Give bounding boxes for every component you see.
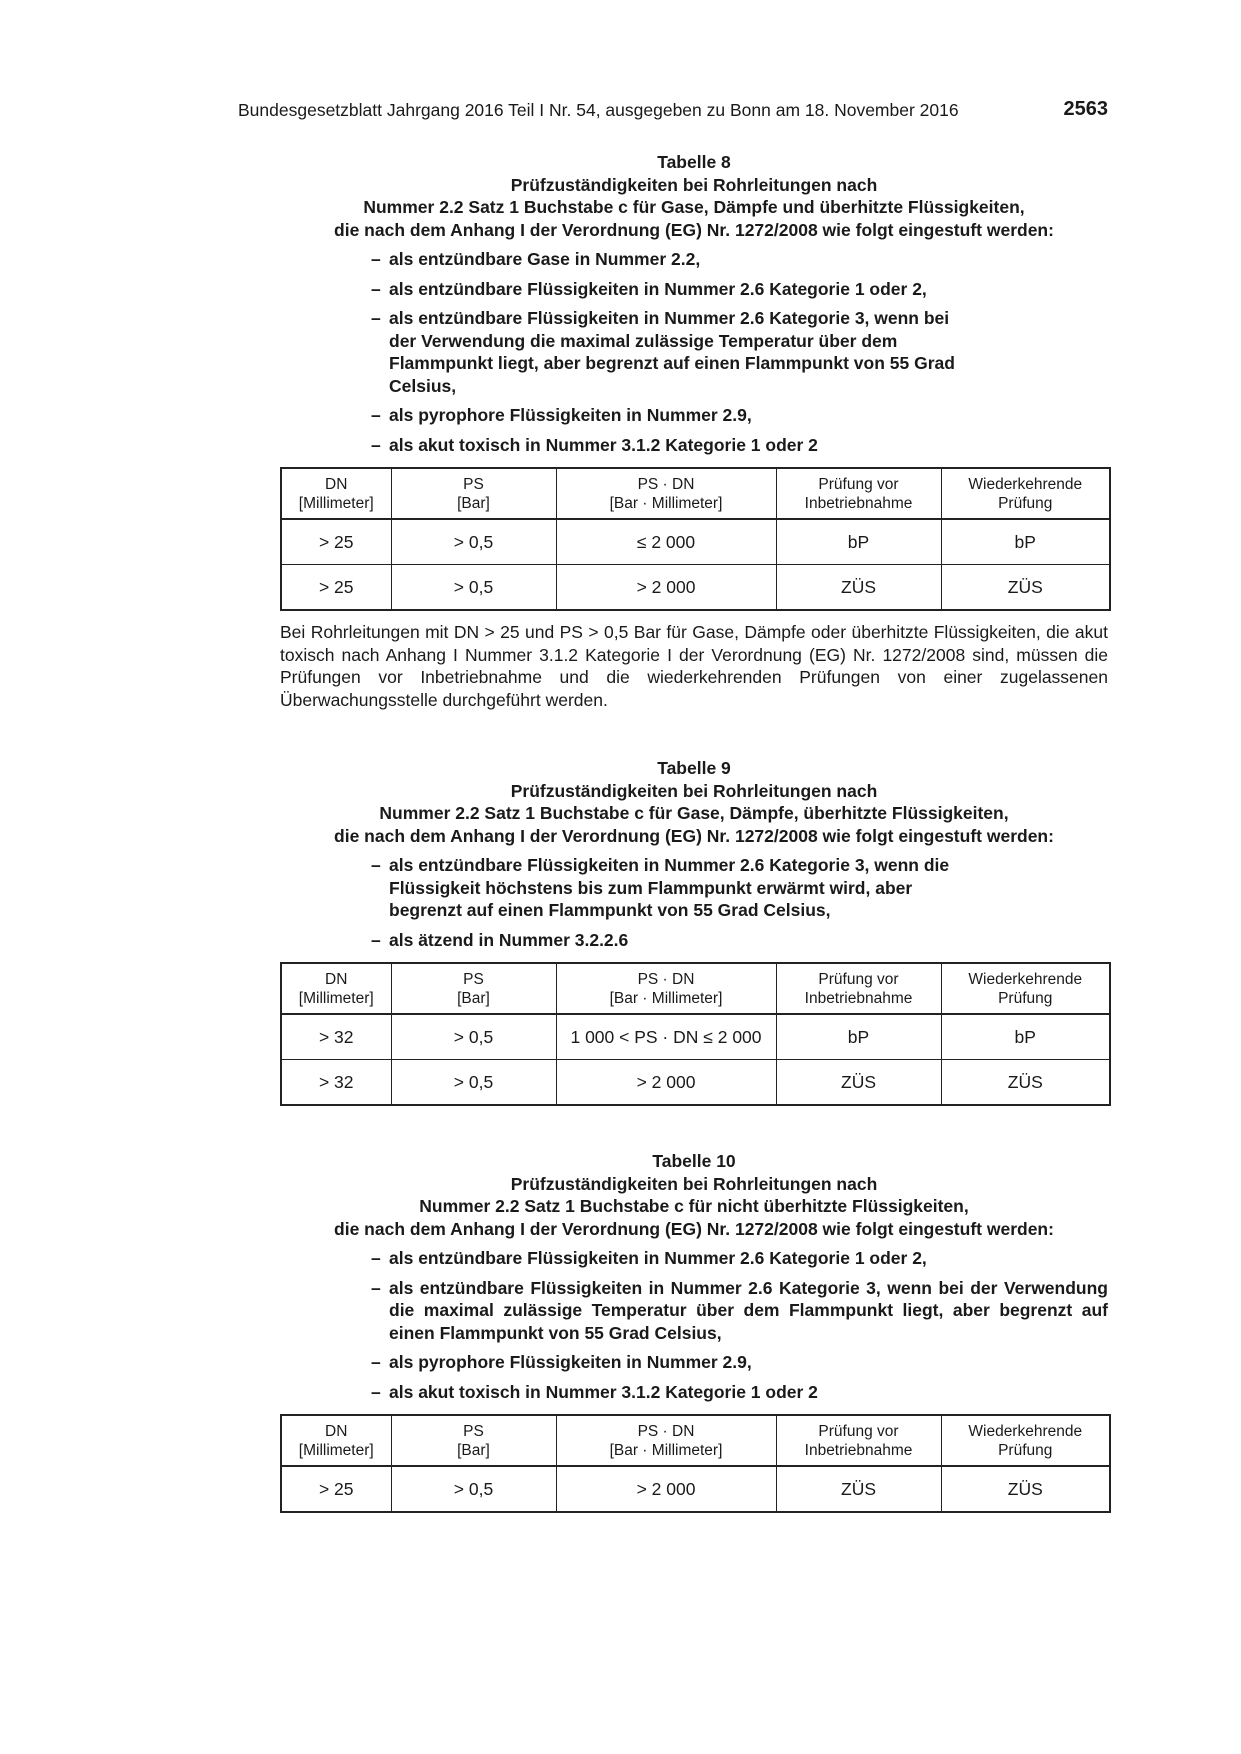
table-8 [280, 467, 1111, 611]
table-9-section [280, 757, 1108, 1106]
criteria-item: – als pyrophore Flüssigkeiten in Nummer 2.9, [371, 1351, 1108, 1374]
cell-ps: > 0,5 [391, 1466, 556, 1512]
table-10-title-line: die nach dem Anhang I der Verordnung (EG) Nr. 1272/2008 wie folgt eingestuft werden: [334, 1218, 1054, 1239]
cell-dn: > 25 [281, 1466, 391, 1512]
cell-wiederkehrend: bP [941, 1014, 1110, 1060]
cell-dn: > 32 [281, 1060, 391, 1106]
table-9-criteria [280, 854, 971, 951]
column-header-ps-dn: PS · DN [Bar · Millimeter] [556, 1415, 776, 1466]
table-row [281, 565, 1110, 611]
table-row [281, 1060, 1110, 1106]
cell-pruefung-vor: ZÜS [776, 565, 941, 611]
table-10 [280, 1414, 1111, 1513]
table-9-title: Prüfzuständigkeiten bei Rohrleitungen nach [510, 780, 878, 801]
criteria-item: – als entzündbare Flüssigkeiten in Nummer 2.6 Kategorie 3, wenn bei der Verwendung die maximal zulässige Temperatur über dem Flammpunkt liegt, aber begrenzt auf einen Flammpunkt von 55 Grad Celsius, [371, 1277, 1108, 1345]
cell-ps-dn: > 2 000 [556, 565, 776, 611]
running-title: Bundesgesetzblatt Jahrgang 2016 Teil I Nr. 54, ausgegeben zu Bonn am 18. November 2016 [238, 100, 959, 120]
table-row [281, 1466, 1110, 1512]
column-header-wiederkehrende-pruefung: Wiederkehrende Prüfung [941, 468, 1110, 519]
criteria-item: – als entzündbare Gase in Nummer 2.2, [371, 248, 986, 271]
table-8-note: Bei Rohrleitungen mit DN > 25 und PS > 0,5 Bar für Gase, Dämpfe oder überhitzte Flüssigkeiten, die akut toxisch nach Anhang I Nummer 3.1.2 Kategorie I der Verordnung (EG) Nr. 1272/2008 sind, müssen die Prüfungen vor Inbetriebnahme und die wiederkehrenden Prüfungen von einer zugelassenen Überwachungsstelle durchgeführt werden. [280, 622, 1108, 710]
criteria-item: – als pyrophore Flüssigkeiten in Nummer 2.9, [371, 404, 986, 427]
column-header-ps: PS [Bar] [391, 963, 556, 1014]
column-header-ps-dn: PS · DN [Bar · Millimeter] [556, 963, 776, 1014]
cell-wiederkehrend: ZÜS [941, 1466, 1110, 1512]
running-head [238, 100, 1108, 124]
cell-pruefung-vor: bP [776, 519, 941, 565]
cell-ps: > 0,5 [391, 1014, 556, 1060]
criteria-item: – als entzündbare Flüssigkeiten in Nummer 2.6 Kategorie 3, wenn bei der Verwendung die maximal zulässige Temperatur über dem Flammpunkt liegt, aber begrenzt auf einen Flammpunkt von 55 Grad Celsius, [371, 307, 979, 397]
table-9-title-line: Nummer 2.2 Satz 1 Buchstabe c für Gase, Dämpfe, überhitzte Flüssigkeiten, [379, 803, 1009, 823]
column-header-ps: PS [Bar] [391, 1415, 556, 1466]
cell-pruefung-vor: ZÜS [776, 1060, 941, 1106]
table-10-section [280, 1150, 1108, 1513]
table-8-number: Tabelle 8 [657, 152, 731, 172]
cell-pruefung-vor: ZÜS [776, 1466, 941, 1512]
table-8-caption [280, 151, 1108, 241]
page-number: 2563 [1063, 98, 1108, 120]
criteria-item: – als ätzend in Nummer 3.2.2.6 [371, 929, 971, 952]
table-10-title: Prüfzuständigkeiten bei Rohrleitungen nach [510, 1173, 878, 1194]
table-8-criteria [280, 248, 986, 456]
table-header-row [281, 963, 1110, 1014]
table-header-row [281, 1415, 1110, 1466]
cell-wiederkehrend: bP [941, 519, 1110, 565]
column-header-pruefung-vor-inbetriebnahme: Prüfung vor Inbetriebnahme [776, 1415, 941, 1466]
column-header-ps-dn: PS · DN [Bar · Millimeter] [556, 468, 776, 519]
table-8-title-line: Nummer 2.2 Satz 1 Buchstabe c für Gase, Dämpfe und überhitzte Flüssigkeiten, [363, 197, 1025, 217]
column-header-dn: DN [Millimeter] [281, 963, 391, 1014]
column-header-pruefung-vor-inbetriebnahme: Prüfung vor Inbetriebnahme [776, 963, 941, 1014]
table-row [281, 519, 1110, 565]
criteria-item: – als entzündbare Flüssigkeiten in Nummer 2.6 Kategorie 1 oder 2, [371, 1247, 1108, 1270]
column-header-dn: DN [Millimeter] [281, 1415, 391, 1466]
column-header-ps: PS [Bar] [391, 468, 556, 519]
table-8-title-line: die nach dem Anhang I der Verordnung (EG) Nr. 1272/2008 wie folgt eingestuft werden: [334, 219, 1054, 240]
cell-ps-dn: > 2 000 [556, 1060, 776, 1106]
cell-dn: > 25 [281, 565, 391, 611]
cell-dn: > 25 [281, 519, 391, 565]
cell-ps-dn: 1 000 < PS · DN ≤ 2 000 [556, 1014, 776, 1060]
cell-wiederkehrend: ZÜS [941, 565, 1110, 611]
table-10-caption [280, 1150, 1108, 1240]
table-9-caption [280, 757, 1108, 847]
cell-dn: > 32 [281, 1014, 391, 1060]
cell-ps: > 0,5 [391, 565, 556, 611]
criteria-item: – als akut toxisch in Nummer 3.1.2 Kategorie 1 oder 2 [371, 1381, 1108, 1404]
cell-ps-dn: ≤ 2 000 [556, 519, 776, 565]
table-row [281, 1014, 1110, 1060]
table-9-title-line: die nach dem Anhang I der Verordnung (EG) Nr. 1272/2008 wie folgt eingestuft werden: [334, 825, 1054, 846]
column-header-pruefung-vor-inbetriebnahme: Prüfung vor Inbetriebnahme [776, 468, 941, 519]
table-9-number: Tabelle 9 [657, 758, 731, 778]
table-8-title: Prüfzuständigkeiten bei Rohrleitungen nach [510, 174, 878, 195]
table-8-section [280, 151, 1108, 729]
criteria-item: – als entzündbare Flüssigkeiten in Nummer 2.6 Kategorie 1 oder 2, [371, 278, 986, 301]
criteria-item: – als entzündbare Flüssigkeiten in Nummer 2.6 Kategorie 3, wenn die Flüssigkeit höchstens bis zum Flammpunkt erwärmt wird, aber begrenzt auf einen Flammpunkt von 55 Grad Celsius, [371, 854, 964, 922]
table-10-title-line: Nummer 2.2 Satz 1 Buchstabe c für nicht überhitzte Flüssigkeiten, [419, 1196, 969, 1216]
column-header-wiederkehrende-pruefung: Wiederkehrende Prüfung [941, 963, 1110, 1014]
cell-ps: > 0,5 [391, 1060, 556, 1106]
column-header-dn: DN [Millimeter] [281, 468, 391, 519]
cell-ps-dn: > 2 000 [556, 1466, 776, 1512]
table-9 [280, 962, 1111, 1106]
table-10-criteria [280, 1247, 1108, 1403]
cell-pruefung-vor: bP [776, 1014, 941, 1060]
column-header-wiederkehrende-pruefung: Wiederkehrende Prüfung [941, 1415, 1110, 1466]
cell-ps: > 0,5 [391, 519, 556, 565]
table-10-number: Tabelle 10 [652, 1151, 736, 1171]
criteria-item: – als akut toxisch in Nummer 3.1.2 Kategorie 1 oder 2 [371, 434, 986, 457]
cell-wiederkehrend: ZÜS [941, 1060, 1110, 1106]
table-header-row [281, 468, 1110, 519]
